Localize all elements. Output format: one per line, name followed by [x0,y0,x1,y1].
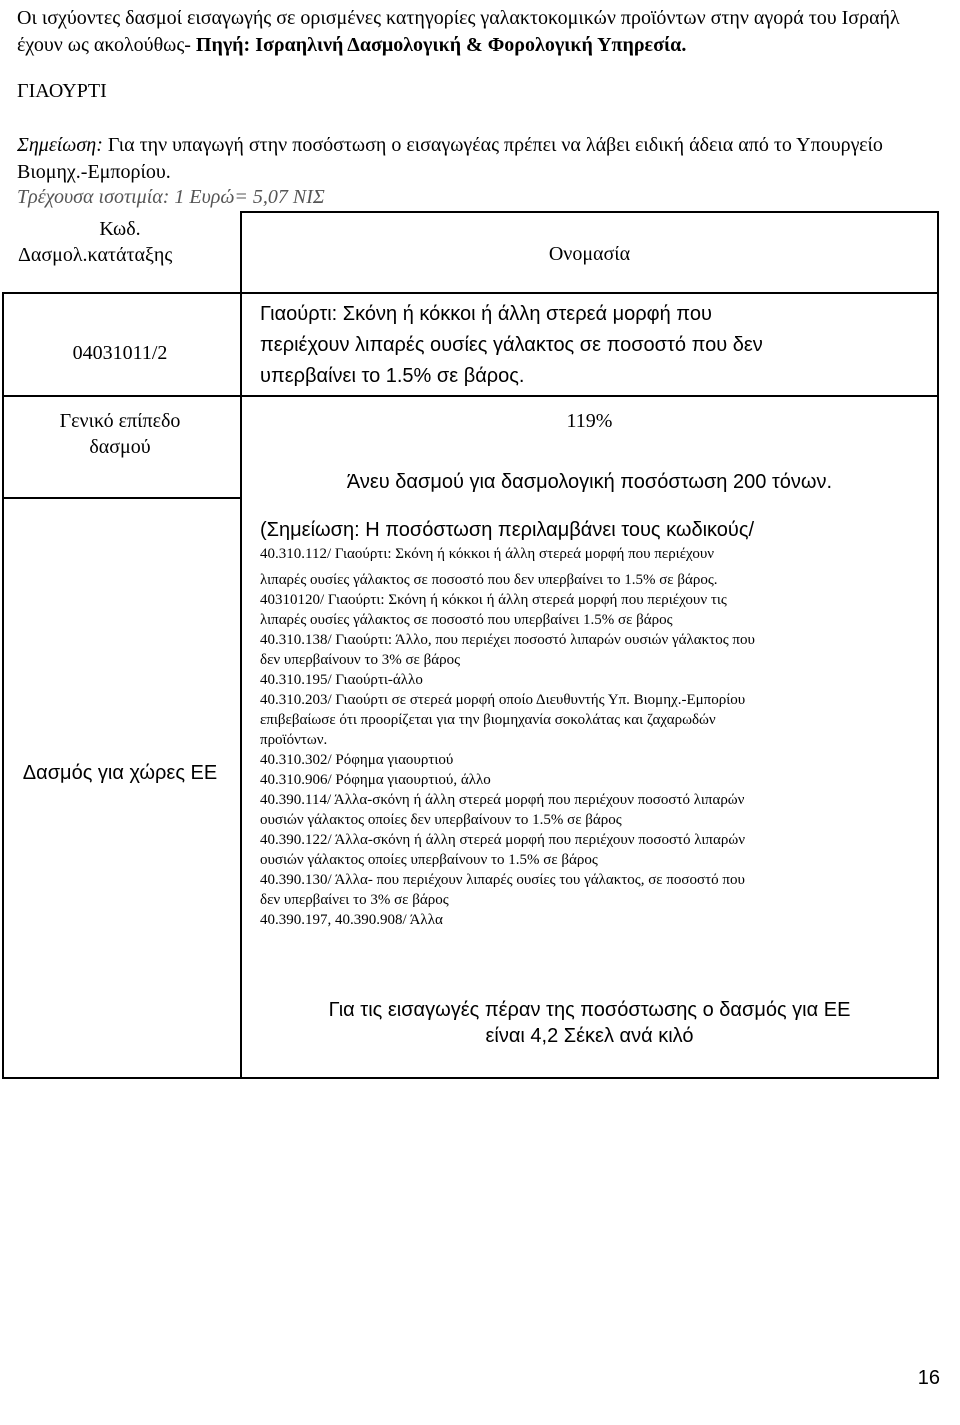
table-header-rule [2,292,939,294]
row3-code-list [260,544,935,930]
row3-extra-line2: είναι 4,2 Σέκελ ανά κιλό [485,1025,694,1047]
row3-extra [242,997,937,1049]
code-line: λιπαρές ουσίες γάλακτος σε ποσοστό που υπερβαίνει 1.5% σε βάρος [260,612,673,628]
code-line: 40.390.197, 40.390.908/ Άλλα [260,912,443,928]
row1-code: 04031011/2 [72,342,168,364]
code-line: επιβεβαίωσε ότι προορίζεται για την βιομηχανία σοκολάτας και ζαχαρωδών [260,712,716,728]
row3-label: Δασμός για χώρες ΕΕ [22,762,218,784]
note-label: Σημείωση: [17,134,103,156]
code-line: 40.390.114/ Άλλα-σκόνη ή άλλη στερεά μορφή που περιέχουν ποσοστό λιπαρών [260,792,745,808]
code-line: 40310120/ Γιαούρτι: Σκόνη ή κόκκοι ή άλλη στερεά μορφή που περιέχουν τις [260,592,727,608]
table-row-rule-2 [2,497,241,499]
header-code-line1: Κωδ. [99,218,141,240]
note-paragraph [17,132,947,186]
row2-label-line2: δασμού [89,436,151,458]
code-line: ουσιών γάλακτος οποίες δεν υπερβαίνουν το 1.5% σε βάρος [260,812,622,828]
code-line: 40.310.203/ Γιαούρτι σε στερεά μορφή οποίο Διευθυντής Υπ. Βιομηχ.-Εμπορίου [260,692,746,708]
code-line: 40.310.302/ Ρόφημα γιαουρτιού [260,752,454,768]
section-heading: ΓΙΑΟΥΡΤΙ [17,80,107,102]
row1-description [260,299,930,392]
code-line: 40.390.122/ Άλλα-σκόνη ή άλλη στερεά μορφή που περιέχουν ποσοστό λιπαρών [260,832,746,848]
note-text: Για την υπαγωγή στην ποσόστωση ο εισαγωγέας πρέπει να λάβει ειδική άδεια από το Υπουργείο Βιομηχ.-Εμπορίου. [17,134,883,183]
row3-extra-line1: Για τις εισαγωγές πέραν της ποσόστωσης ο δασμός για ΕΕ [328,999,851,1021]
row2-value: 119% [566,410,613,432]
row3-note-head: (Σημείωση: Η ποσόστωση περιλαμβάνει τους κωδικούς/ [260,519,755,541]
exchange-rate: Τρέχουσα ισοτιμία: 1 Ευρώ= 5,07 ΝΙΣ [17,186,325,208]
intro-paragraph [17,5,947,59]
code-line: 40.390.130/ Άλλα- που περιέχουν λιπαρές ουσίες του γάλακτος, σε ποσοστό που [260,872,745,888]
code-line: λιπαρές ουσίες γάλακτος σε ποσοστό που δεν υπερβαίνει το 1.5% σε βάρος. [260,572,718,588]
header-code [2,216,238,268]
row1-desc-line3: υπερβαίνει το 1.5% σε βάρος. [260,365,525,387]
code-line: 40.310.138/ Γιαούρτι: Άλλο, που περιέχει ποσοστό λιπαρών ουσιών γάλακτος που [260,632,755,648]
intro-source: Πηγή: Ισραηλινή Δασμολογική & Φορολογική Υπηρεσία. [195,34,687,56]
row2-label [2,408,238,460]
row3-quota: Άνευ δασμού για δασμολογική ποσόστωση 200 τόνων. [346,471,833,493]
page-number: 16 [917,1367,940,1389]
header-name: Ονομασία [548,243,631,265]
code-line: 40.310.906/ Ρόφημα γιαουρτιού, άλλο [260,772,491,788]
code-line: ουσιών γάλακτος οποίες υπερβαίνουν το 1.5% σε βάρος [260,852,598,868]
code-line: 40.310.112/ Γιαούρτι: Σκόνη ή κόκκοι ή άλλη στερεά μορφή που περιέχουν [260,546,715,562]
table-border-right [937,211,939,1079]
table-border-bottom [2,1077,939,1079]
code-line: προϊόντων. [260,732,328,748]
table-border-top [240,211,939,213]
row2-label-line1: Γενικό επίπεδο [59,410,181,432]
code-line: 40.310.195/ Γιαούρτι-άλλο [260,672,423,688]
row1-desc-line2: περιέχουν λιπαρές ουσίες γάλακτος σε ποσοστό που δεν [260,334,763,356]
table-row-rule-1 [2,395,939,397]
code-line: δεν υπερβαίνουν το 3% σε βάρος [260,652,461,668]
intro-text: Οι ισχύοντες δασμοί εισαγωγής σε ορισμένες κατηγορίες γαλακτοκομικών προϊόντων στην αγορά του Ισραήλ έχουν ως ακολούθως- [17,7,900,56]
row1-desc-line1: Γιαούρτι: Σκόνη ή κόκκοι ή άλλη στερεά μορφή που [260,303,712,325]
code-line: δεν υπερβαίνει το 3% σε βάρος [260,892,449,908]
header-code-line2: Δασμολ.κατάταξης [18,244,173,266]
